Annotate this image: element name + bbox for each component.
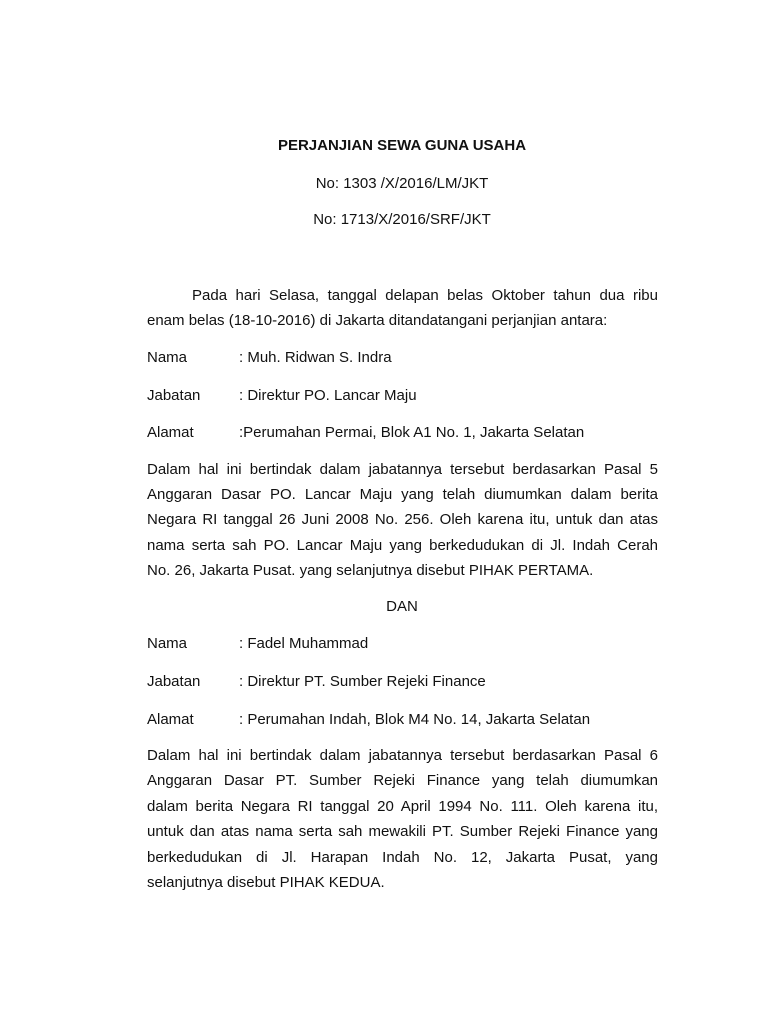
party1-nama-value: : Muh. Ridwan S. Indra <box>239 349 392 366</box>
opening-line-2: enam belas (18-10-2016) di Jakarta ditandatangani perjanjian antara: <box>147 312 608 329</box>
document-number-1: No: 1303 /X/2016/LM/JKT <box>315 175 489 192</box>
party1-paragraph-line-1: Dalam hal ini bertindak dalam jabatannya tersebut berdasarkan Pasal 5 <box>147 461 658 478</box>
party2-paragraph-line-5: berkedudukan di Jl. Harapan Indah No. 12, Jakarta Pusat, yang <box>147 849 658 866</box>
party1-paragraph-line-3: Negara RI tanggal 26 Juni 2008 No. 256. Oleh karena itu, untuk dan atas <box>147 511 658 528</box>
party2-alamat-value: : Perumahan Indah, Blok M4 No. 14, Jakarta Selatan <box>239 711 591 728</box>
document-number-2: No: 1713/X/2016/SRF/JKT <box>313 211 491 228</box>
party1-alamat-value: :Perumahan Permai, Blok A1 No. 1, Jakarta Selatan <box>239 424 585 441</box>
party2-nama-value: : Fadel Muhammad <box>239 635 369 652</box>
party2-jabatan-value: : Direktur PT. Sumber Rejeki Finance <box>239 673 486 690</box>
separator-dan: DAN <box>386 598 418 615</box>
party2-nama-label: Nama <box>147 635 188 652</box>
party1-paragraph-line-2: Anggaran Dasar PO. Lancar Maju yang telah diumumkan dalam berita <box>147 486 658 503</box>
party1-nama-label: Nama <box>147 349 188 366</box>
party2-alamat-label: Alamat <box>147 711 194 728</box>
opening-line-1: Pada hari Selasa, tanggal delapan belas Oktober tahun dua ribu <box>192 287 658 304</box>
party1-paragraph-line-5: No. 26, Jakarta Pusat. yang selanjutnya disebut PIHAK PERTAMA. <box>147 562 594 579</box>
party2-jabatan-label: Jabatan <box>147 673 201 690</box>
party1-jabatan-value: : Direktur PO. Lancar Maju <box>239 387 417 404</box>
party2-paragraph-line-1: Dalam hal ini bertindak dalam jabatannya tersebut berdasarkan Pasal 6 <box>147 747 658 764</box>
party2-paragraph-line-4: untuk dan atas nama serta sah mewakili PT. Sumber Rejeki Finance yang <box>147 823 658 840</box>
party1-alamat-label: Alamat <box>147 424 194 441</box>
party2-paragraph-line-6: selanjutnya disebut PIHAK KEDUA. <box>147 874 385 891</box>
party2-paragraph-line-2: Anggaran Dasar PT. Sumber Rejeki Finance yang telah diumumkan <box>147 772 658 789</box>
party1-paragraph-line-4: nama serta sah PO. Lancar Maju yang berkedudukan di Jl. Indah Cerah <box>147 537 658 554</box>
party1-jabatan-label: Jabatan <box>147 387 201 404</box>
party2-paragraph-line-3: dalam berita Negara RI tanggal 20 April 1994 No. 111. Oleh karena itu, <box>147 798 658 815</box>
document-title: PERJANJIAN SEWA GUNA USAHA <box>277 137 527 154</box>
